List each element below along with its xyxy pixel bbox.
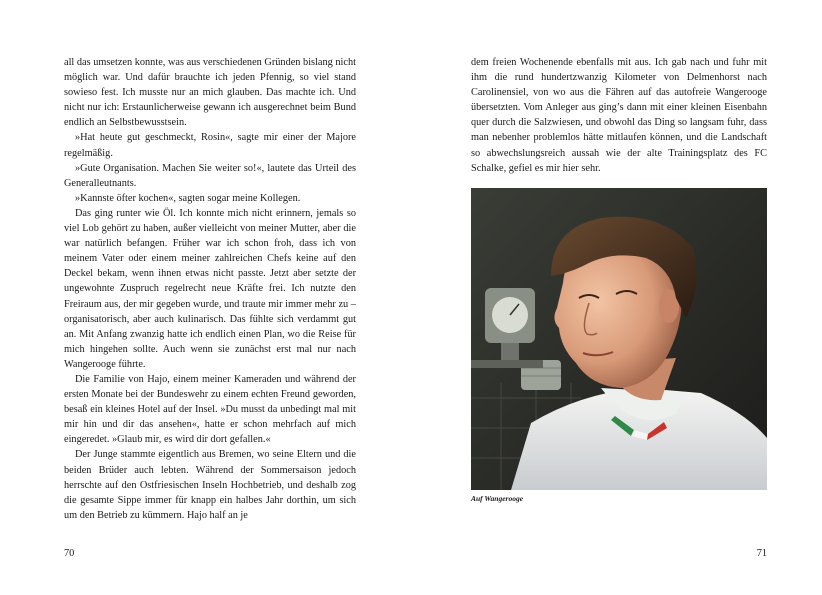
right-page — [411, 0, 822, 595]
page-number-right: 71 — [756, 548, 767, 559]
paragraph: Die Familie von Hajo, einem meiner Kameraden und während der ersten Monate bei der Bundeswehr zu einem echten Freund geworden, besaß ein kleines Hotel auf der Insel. »Du musst da unbedingt mal mit mir hin und dir das ansehen«, hatte er schon mehrfach auf mich eingeredet. »Glaub mir, es wird dir dort gefallen.« — [64, 373, 356, 446]
paragraph: »Hat heute gut geschmeckt, Rosin«, sagte mir einer der Majore regelmäßig. — [64, 132, 356, 159]
paragraph: dem freien Wochenende ebenfalls mit aus. Ich gab nach und fuhr mit ihm die rund hundertzwanzig Kilometer von Delmenhorst nach Carolinensiel, von wo aus die Fähren auf das autofreie Wangerooge übersetzten. Vom Anleger aus ging’s dann mit einer kleinen Eisenbahn quer durch die Salzwiesen, und obwohl das Ding so langsam fuhr, dass man nebenher problemlos hätte mitlaufen können, und die Landschaft so abwechslungsreich aussah wie der alte Trainingsplatz des FC Schalke, gefiel es mir hier sehr. — [471, 57, 767, 174]
paragraph: Das ging runter wie Öl. Ich konnte mich nicht erinnern, jemals so viel Lob gehört zu haben, außer vielleicht von meiner Mutter, aber die war natürlich befangen. Früher war ich schon froh, dass ich von meinem Vater oder einem meiner zahlreichen Chefs keine auf den Deckel bekam, wenn ihnen etwas nicht passte. Jetzt aber setzte der ungewohnte Zuspruch regelrecht neue Kräfte frei. Ich nutzte den Freiraum aus, der mir gegeben wurde, und traute mir immer mehr zu – organisatorisch, aber auch kulinarisch. Das fühlte sich verdammt gut an. Mit Anfang zwanzig hatte ich endlich einen Plan, wo die Reise für mich hingehen sollte. Auch wenn sie zunächst erst mal nur nach Wangerooge führte. — [64, 207, 356, 370]
right-page-body-text — [471, 55, 767, 176]
left-page-body-text — [64, 55, 356, 523]
paragraph: »Kannste öfter kochen«, sagten sogar meine Kollegen. — [75, 192, 301, 204]
photo-young-chef — [471, 188, 767, 490]
paragraph: »Gute Organisation. Machen Sie weiter so!«, lautete das Urteil des Generalleutnants. — [64, 162, 356, 189]
paragraph: Der Junge stammte eigentlich aus Bremen, wo seine Eltern und die beiden Brüder auch lebten. Während der Sommersaison jedoch herrschte auf den Ostfriesischen Inseln Hochbetrieb, und deshalb zog die gesamte Sippe immer für knapp ein halbes Jahr dorthin, um sich um den Betrieb zu kümmern. Hajo half an je — [64, 449, 356, 521]
photo-caption: Auf Wangerooge — [471, 494, 524, 503]
paragraph: all das umsetzen konnte, was aus verschiedenen Gründen bislang nicht möglich war. Und dafür brauchte ich jeden Pfennig, so viel stand sowieso fest. Ich musste nur an mich glauben. Das machte ich. Und nicht nur ich: Erstaunlicherweise gewann ich ausgerechnet beim Bund endlich an Selbstbewusstsein. — [64, 57, 356, 129]
page-number-left: 70 — [64, 548, 75, 559]
